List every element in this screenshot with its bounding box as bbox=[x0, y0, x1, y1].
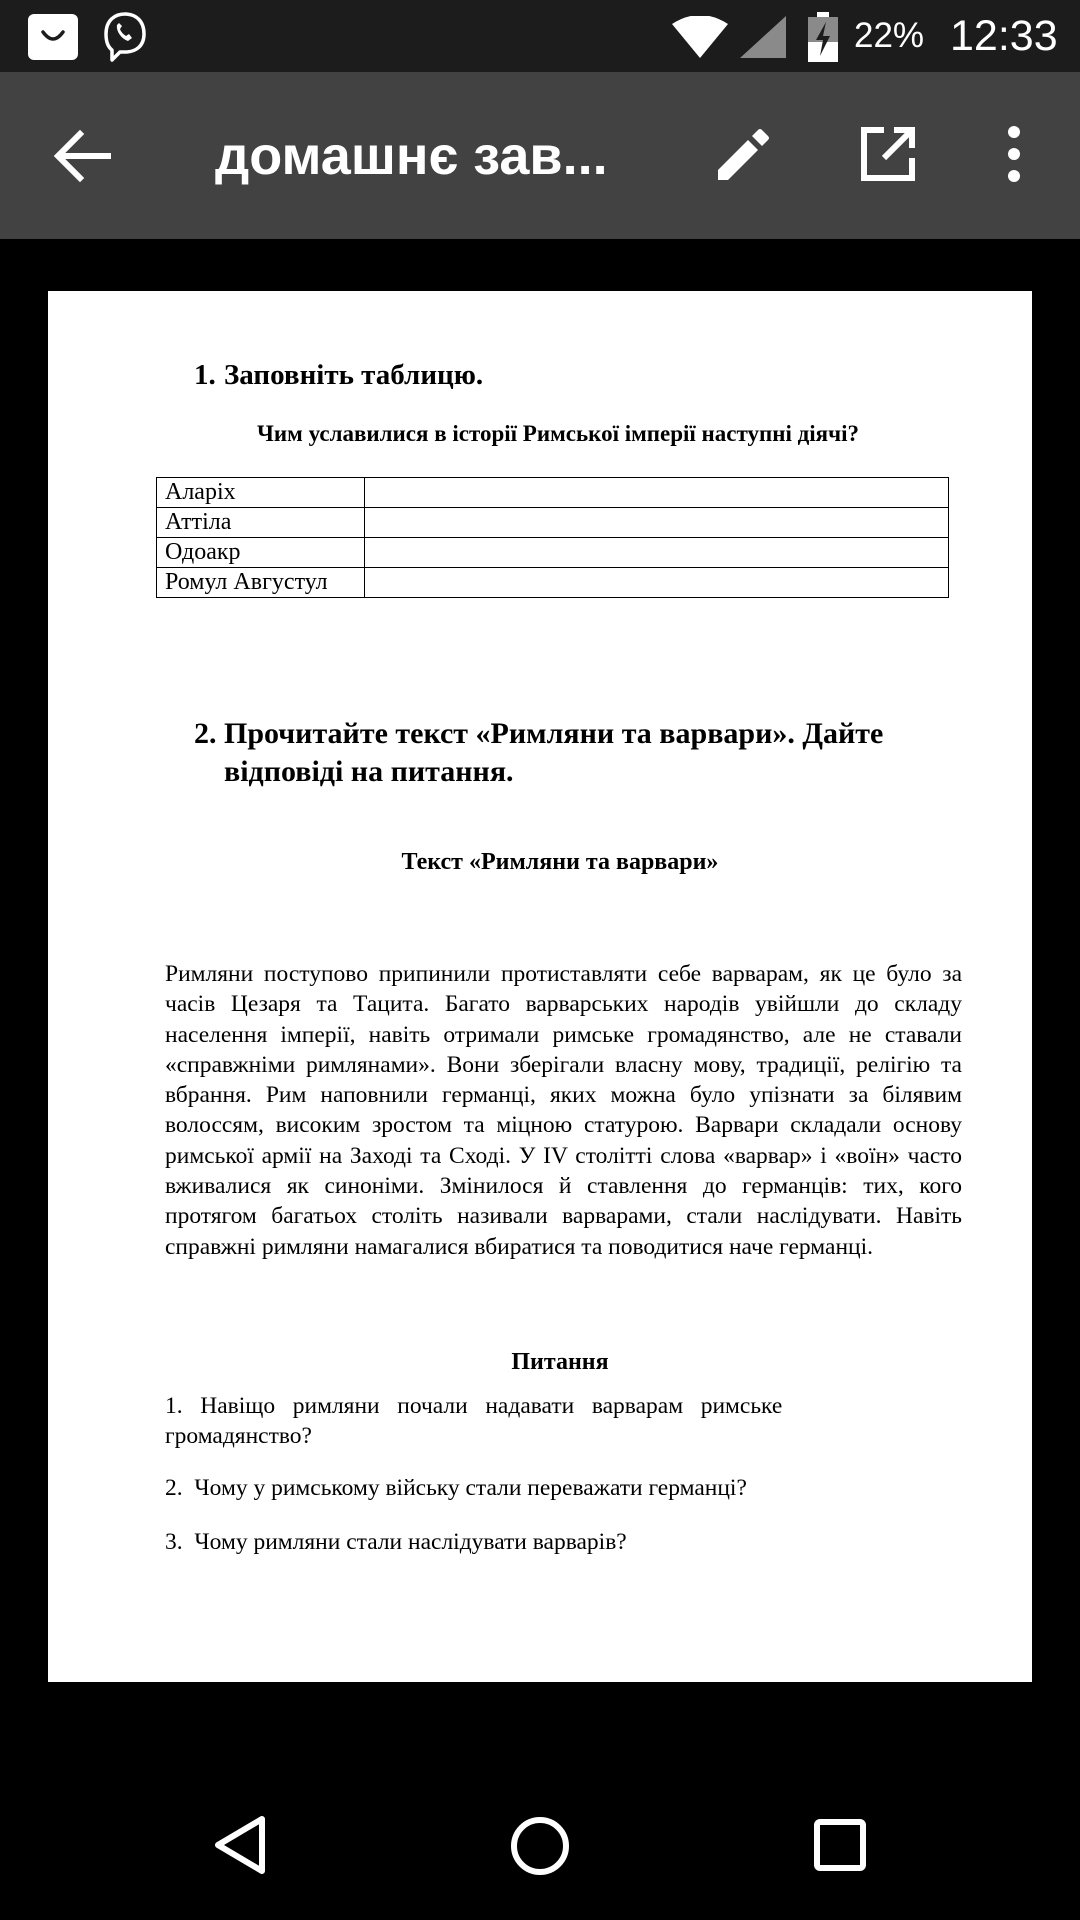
figures-table bbox=[156, 477, 949, 598]
task1-number: 1. bbox=[194, 359, 216, 391]
table-row bbox=[157, 538, 949, 568]
task1-question: Чим уславилися в історії Римської імперії наступні діячі? bbox=[257, 421, 859, 446]
table-cell-answer bbox=[365, 568, 949, 598]
table-cell-answer bbox=[365, 538, 949, 568]
table-cell-answer bbox=[365, 478, 949, 508]
status-bar bbox=[0, 0, 1080, 72]
table-cell-name: Аларіх bbox=[157, 478, 365, 508]
reading-paragraph: Римляни поступово припинили протиставляти себе варварам, як це було за часів Цезаря та Тацита. Багато варварських народів увійшли до складу населення імперії, навіть отримали римське громадянство, але не ставали «справжніми римлянами». Вони зберігали власну мову, традиції, релігію та вбрання. Рим наповнили германці, яких можна було упізнати за білявим волоссям, високим зростом та міцною статурою. Варвари складали основу римської армії на Заході та Сході. У IV столітті слова «варвар» і «воїн» часто вживалися як синоніми. Змінилося й ставлення до германців: тих, кого протягом багатьох століть називали варварами, стали наслідувати. Навіть справжні римляни намагалися вбиратися та поводитися наче германці. bbox=[165, 961, 962, 1260]
nav-back-icon[interactable] bbox=[212, 1814, 268, 1876]
battery-charging-icon bbox=[808, 12, 838, 62]
questions-heading: Питання bbox=[511, 1349, 609, 1375]
more-vert-icon[interactable] bbox=[996, 124, 1032, 184]
question-item: 3. Чому римляни стали наслідувати варварів? bbox=[165, 1529, 627, 1555]
table-row bbox=[157, 478, 949, 508]
question-1-line2: громадянство? bbox=[165, 1423, 312, 1449]
task2-number: 2. bbox=[194, 717, 217, 750]
table-cell-name: Аттіла bbox=[157, 508, 365, 538]
task1-title: Заповніть таблицю. bbox=[224, 359, 484, 391]
table-cell-answer bbox=[365, 508, 949, 538]
task1-heading bbox=[194, 357, 483, 393]
back-arrow-icon[interactable] bbox=[52, 128, 116, 184]
wifi-icon bbox=[672, 16, 728, 58]
task2-title: Прочитайте текст «Римляни та варвари». Дайте відповіді на питання. bbox=[224, 717, 884, 788]
signal-icon bbox=[740, 16, 786, 58]
document-page bbox=[48, 291, 1032, 1682]
document-viewer[interactable] bbox=[0, 239, 1080, 1770]
viber-icon bbox=[98, 10, 152, 64]
table-row bbox=[157, 508, 949, 538]
table-cell-name: Одоакр bbox=[157, 538, 365, 568]
nav-recents-icon[interactable] bbox=[814, 1819, 866, 1871]
app-toolbar bbox=[0, 72, 1080, 239]
task2-heading bbox=[194, 715, 984, 791]
clock: 12:33 bbox=[950, 12, 1058, 60]
app-notification-icon bbox=[28, 14, 78, 60]
edit-pencil-icon[interactable] bbox=[714, 124, 774, 184]
document-title: домашнє зав... bbox=[215, 126, 608, 186]
text-title: Текст «Римляни та варвари» bbox=[401, 849, 719, 875]
table-row bbox=[157, 568, 949, 598]
question-item: 2. Чому у римському війську стали переважати германці? bbox=[165, 1475, 747, 1501]
navigation-bar bbox=[0, 1770, 1080, 1920]
nav-home-icon[interactable] bbox=[510, 1816, 570, 1876]
question-1-line1: 1. Навіщо римляни почали надавати варварам римське bbox=[165, 1393, 783, 1419]
question-item bbox=[165, 1391, 962, 1451]
table-cell-name: Ромул Августул bbox=[157, 568, 365, 598]
battery-percent: 22% bbox=[854, 16, 925, 55]
open-external-icon[interactable] bbox=[858, 124, 918, 184]
